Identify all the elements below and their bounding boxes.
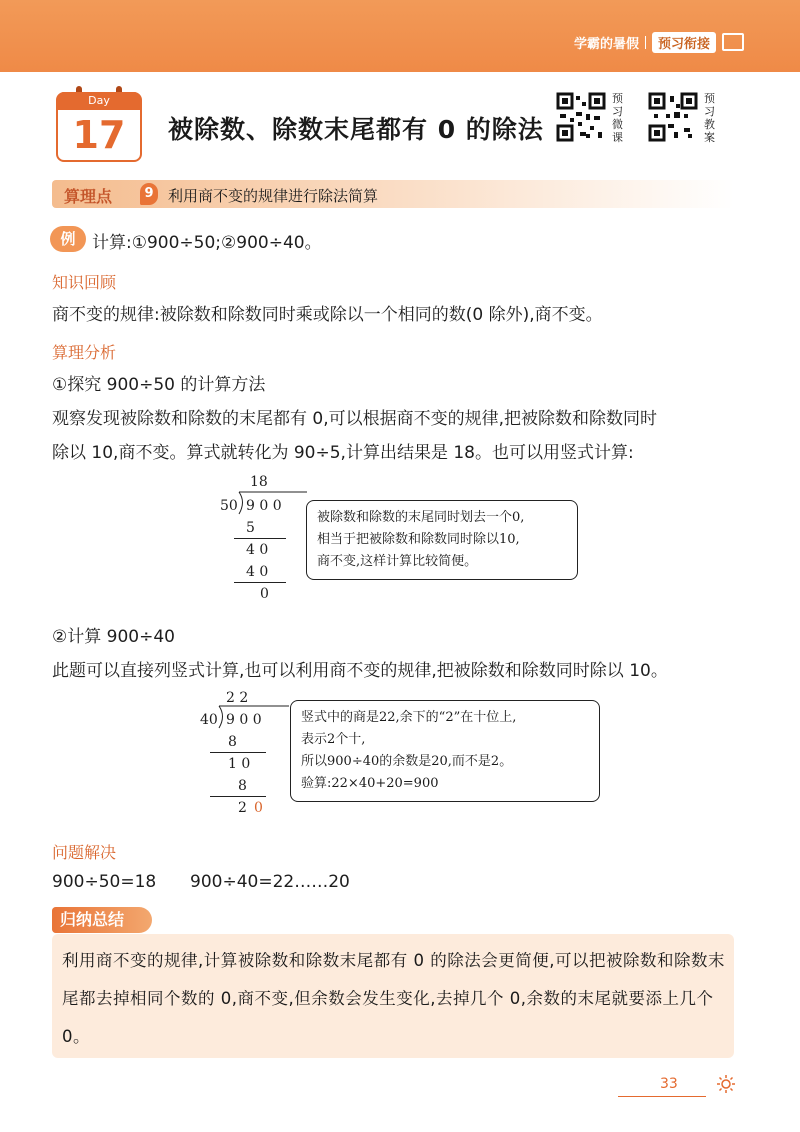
long-division-1: [216, 470, 306, 610]
sun-icon: [716, 1074, 736, 1094]
part1-line2: 除以 10,商不变。算式就转化为 90÷5,计算出结果是 18。也可以用竖式计算:: [52, 443, 634, 463]
divisor: 50: [220, 498, 238, 514]
example-text: 计算:①900÷50;②900÷40。: [92, 233, 322, 253]
part1-title: ①探究 900÷50 的计算方法: [52, 375, 266, 395]
book-icon: [722, 33, 744, 51]
remainder: 2: [238, 800, 247, 816]
day-number: 17: [72, 113, 126, 157]
note-line: 竖式中的商是22,余下的“2”在十位上,: [301, 710, 517, 725]
part2-line1: 此题可以直接列竖式计算,也可以利用商不变的规律,把被除数和除数同时除以 10。: [52, 661, 668, 681]
remainder-zero: 0: [254, 800, 263, 816]
footer-rule: [618, 1096, 706, 1097]
section-bar: [52, 180, 734, 208]
explanation-note-1: [306, 500, 578, 580]
page-number: 33: [660, 1076, 678, 1092]
note-line: 验算:22×40+20=900: [301, 776, 439, 791]
series-subtitle: 预习衔接: [652, 32, 716, 53]
series-title: 学霸的暑假: [573, 36, 639, 52]
note-line: 商不变,这样计算比较简便。: [317, 554, 478, 569]
section-label: 算理点: [64, 187, 113, 206]
note-line: 相当于把被除数和除数同时除以10,: [317, 532, 520, 547]
review-text: 商不变的规律:被除数和除数同时乘或除以一个相同的数(0 除外),商不变。: [52, 305, 603, 325]
section-number: 9: [140, 183, 158, 205]
part1-line1: 观察发现被除数和除数的末尾都有 0,可以根据商不变的规律,把被除数和除数同时: [52, 409, 658, 429]
summary-text: 利用商不变的规律,计算被除数和除数末尾都有 0 的除法会更简便,可以把被除数和除数末尾都去掉相同个数的 0,商不变,但余数会发生变化,去掉几个 0,余数的末尾就要添上几个 0。: [62, 951, 725, 1046]
day-badge: [56, 92, 142, 162]
rule: [234, 538, 286, 539]
step-value: 4 0: [246, 542, 269, 558]
series-tag: [574, 30, 744, 54]
rule: [234, 582, 286, 583]
page-title: 被除数、除数末尾都有 0 的除法: [168, 115, 544, 144]
step-value: 8: [228, 734, 237, 750]
qr-code-icon[interactable]: [648, 92, 698, 142]
step-value: 4 0: [246, 564, 269, 580]
day-label: Day: [58, 92, 140, 110]
answer-2: 900÷40=22……20: [190, 872, 350, 892]
quotient: 18: [250, 474, 268, 490]
step-value: 1 0: [228, 756, 251, 772]
step-value: 5: [246, 520, 255, 536]
answer-1: 900÷50=18: [52, 872, 157, 892]
rule: [210, 752, 266, 753]
long-division-2: [198, 688, 298, 828]
divisor: 40: [200, 712, 218, 728]
header-band: [0, 0, 800, 72]
example-badge: 例: [50, 226, 86, 252]
section-text: 利用商不变的规律进行除法简算: [168, 187, 379, 205]
quotient: 2 2: [226, 690, 249, 706]
summary-tag: 归纳总结: [52, 907, 152, 933]
solution-heading: 问题解决: [52, 843, 117, 862]
part2-title: ②计算 900÷40: [52, 627, 175, 647]
note-line: 被除数和除数的末尾同时划去一个0,: [317, 510, 525, 525]
qr-label: 预习微课: [612, 92, 623, 144]
rule: [210, 796, 266, 797]
note-line: 所以900÷40的余数是20,而不是2。: [301, 754, 513, 769]
step-value: 8: [238, 778, 247, 794]
explanation-note-2: [290, 700, 600, 802]
note-line: 表示2个十,: [301, 732, 366, 747]
dividend: 9 0 0: [226, 712, 262, 728]
qr-code-icon[interactable]: [556, 92, 606, 142]
qr-label: 预习教案: [704, 92, 715, 144]
dividend: 9 0 0: [246, 498, 282, 514]
review-heading: 知识回顾: [52, 273, 117, 292]
summary-box: [52, 934, 734, 1058]
divider: [645, 36, 646, 49]
remainder: 0: [260, 586, 269, 602]
analysis-heading: 算理分析: [52, 343, 117, 362]
